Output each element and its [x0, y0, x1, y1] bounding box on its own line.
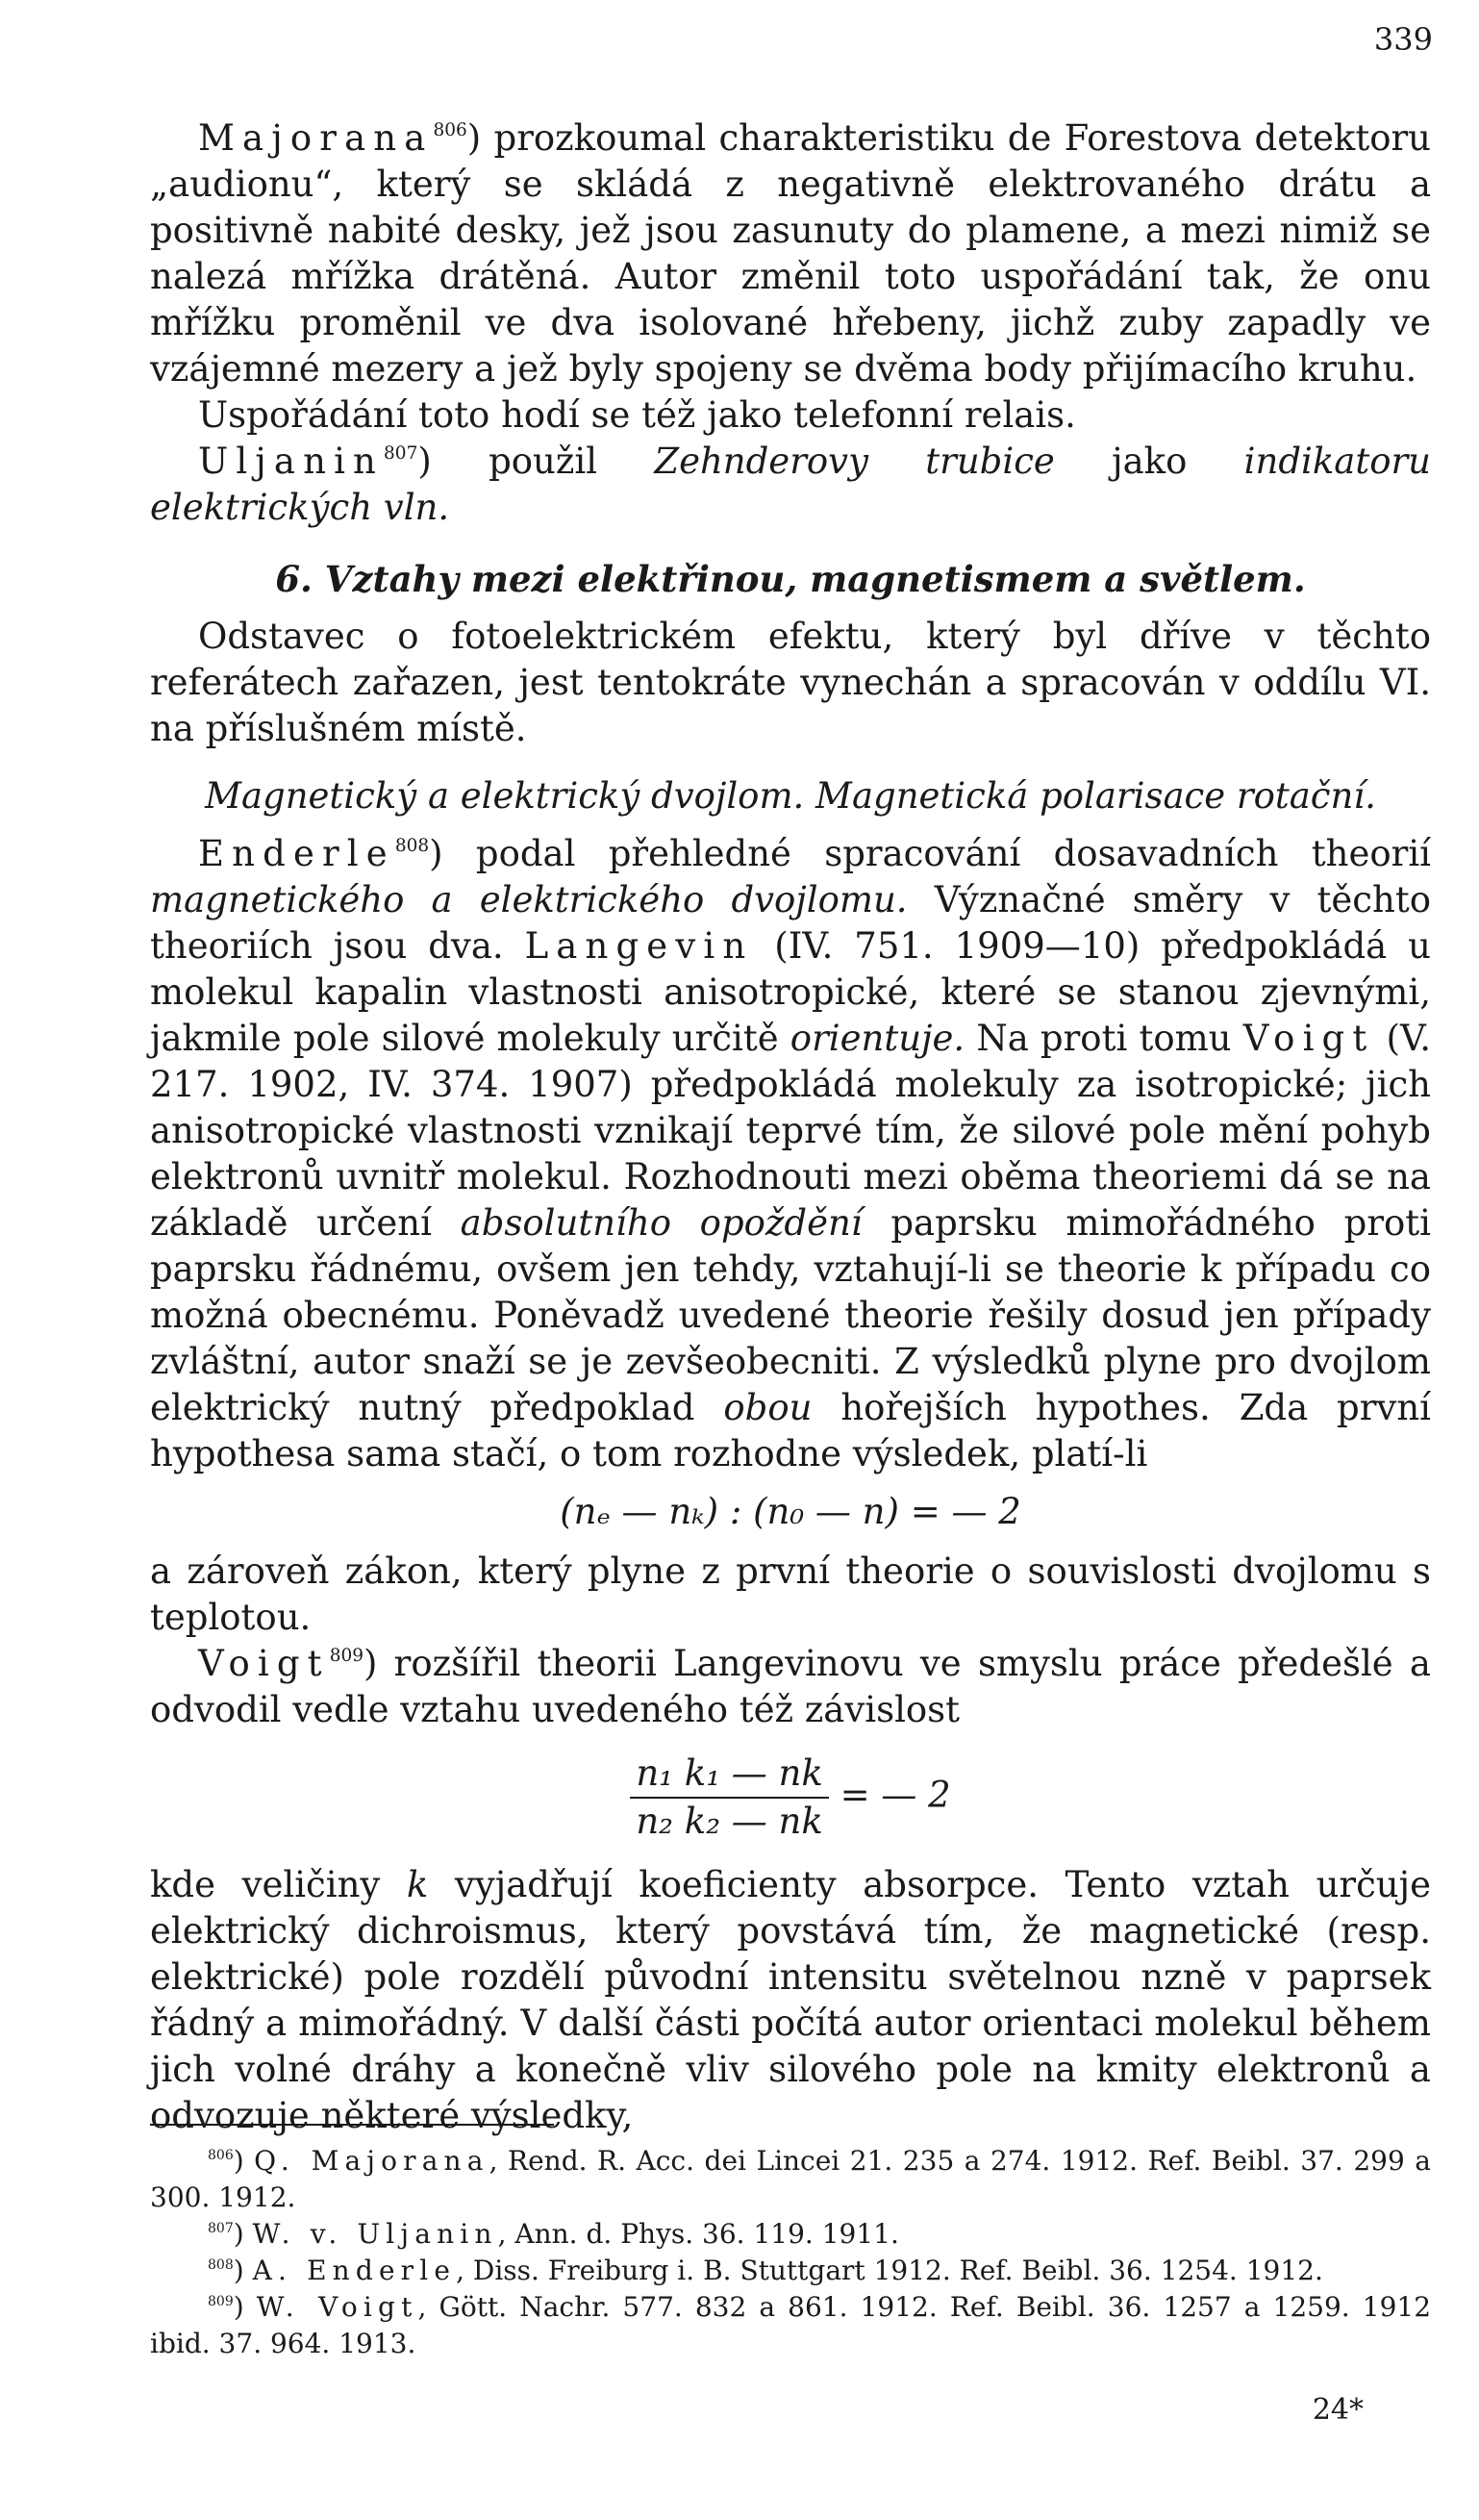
footnote-ref[interactable]: 806 [433, 120, 467, 141]
footnote: $^{808}$) A. Enderle, Diss. Freiburg i. B. Stuttgart 1912. Ref. Beibl. 36. 1254. 1912. [208, 2255, 1323, 2286]
paragraph-majorana: Majorana$^{806}$) prozkoumal charakteristiku de Forestova detektoru „audionu“, který se skládá z negativně elektrovaného drátu a positivně nabité desky, jež jsou zasunuty do plamene, a mezi nimiž se nalezá mřížka drátěná. Autor změnil toto uspořádání tak, že onu mřížku proměnil ve dva isolované hřebeny, jichž zuby zapadly ve vzájemné mezery a jež byly spojeny se dvěma body přijímacího kruhu. [150, 117, 1431, 390]
paragraph-fotoelektricky: Odstavec o fotoelektrickém efektu, který byl dříve v těchto referátech zařazen, jest tentokráte vynechán a spracován v oddílu VI. na příslušném místě. [150, 616, 1431, 749]
author-name: Enderle [198, 833, 395, 874]
paragraph-teplota: a zároveň zákon, který plyne z první theorie o souvislosti dvojlomu s teplotou. [150, 1550, 1431, 1638]
paragraph-enderle: Enderle$^{808}$) podal přehledné spracování dosavadních theorií magnetického a elektrického dvojlomu. Význačné směry v těchto theoriích jsou dva. Langevin (IV. 751. 1909—10) předpokládá u molekul kapalin vlastnosti anisotropické, které se stanou zjevnými, jakmile pole silové molekuly určitě orientuje. Na proti tomu Voigt (V. 217. 1902, IV. 374. 1907) předpokládá molekuly za isotropické; jich anisotropické vlastnosti vznikají teprvé tím, že silové pole mění pohyb elektronů uvnitř molekul. Rozhodnouti mezi oběma theoriemi dá se na základě určení absolutního opoždění paprsku mimořádného proti paprsku řádnému, ovšem jen tehdy, vztahují-li se theorie k případu co možná obecnému. Poněvadž uvedené theorie řešily dosud jen případy zvláštní, autor snaží se je zevšeobecniti. Z výsledků plyne pro dvojlom elektrický nutný předpoklad obou hořejších hypothes. Zda první hypothesa sama stačí, o tom rozhodne výsledek, platí-li [150, 833, 1432, 1474]
author-name: Voigt [1242, 1018, 1375, 1059]
paragraph-dichroismus: kde veličiny k vyjadřují koeficienty absorpce. Tento vztah určuje elektrický dichroismus, který povstává tím, že magnetické (resp. elektrické) pole rozdělí původní intensitu světelnou nzně v paprsek řádný a mimořádný. V další části počítá autor orientaci molekul během jich volné dráhy a konečně vliv silového pole na kmity elektronů a odvozuje některé výsledky, [150, 1864, 1432, 2136]
fraction [630, 1751, 828, 1845]
sheet-signature: 24* [1312, 2393, 1364, 2427]
section-heading: 6. Vztahy mezi elektřinou, magnetismem a světlem. [275, 558, 1306, 600]
formula-rhs: = — 2 [840, 1774, 951, 1816]
footnote-ref[interactable]: 807 [384, 443, 418, 465]
footnote: $^{809}$) W. Voigt, Gött. Nachr. 577. 832 a 861. 1912. Ref. Beibl. 36. 1257 a 1259. 1912 ibid. 37. 964. 1913. [150, 2291, 1432, 2359]
denominator: n₂ k₂ — nk [636, 1801, 823, 1842]
page-number: 339 [1373, 21, 1433, 58]
subheading: Magnetický a elektrický dvojlom. Magnetická polarisace rotační. [205, 775, 1376, 817]
paragraph-relais: Uspořádání toto hodí se též jako telefonní relais. [198, 394, 1076, 436]
formula-absorpce [150, 1751, 1431, 1845]
author-name: Uljanin [198, 441, 385, 482]
formula-dvojlom: (nₑ — nₖ) : (n₀ — n) = — 2 [560, 1491, 1021, 1532]
numerator: n₁ k₁ — nk [630, 1751, 828, 1799]
author-name: Majorana [198, 117, 434, 159]
paragraph-voigt: Voigt$^{809}$) rozšířil theorii Langevinovu ve smyslu práce předešlé a odvodil vedle vztahu uvedeného též závislost [150, 1643, 1431, 1730]
author-name: Voigt [198, 1643, 330, 1684]
paragraph-uljanin: Uljanin$^{807}$) použil Zehnderovy trubice jako indikatoru elektrických vln. [150, 441, 1431, 528]
author-name: Langevin [524, 925, 754, 967]
footnote: $^{807}$) W. v. Uljanin, Ann. d. Phys. 36. 119. 1911. [208, 2218, 899, 2250]
footnote-divider [150, 2124, 554, 2126]
main-text [150, 115, 1431, 2139]
footnote: $^{806}$) Q. Majorana, Rend. R. Acc. dei Lincei 21. 235 a 274. 1912. Ref. Beibl. 37. 299 a 300. 1912. [150, 2145, 1431, 2213]
footnote-ref[interactable]: 808 [394, 836, 430, 857]
footnote-ref[interactable]: 809 [329, 1646, 363, 1667]
footnotes [150, 2143, 1431, 2362]
